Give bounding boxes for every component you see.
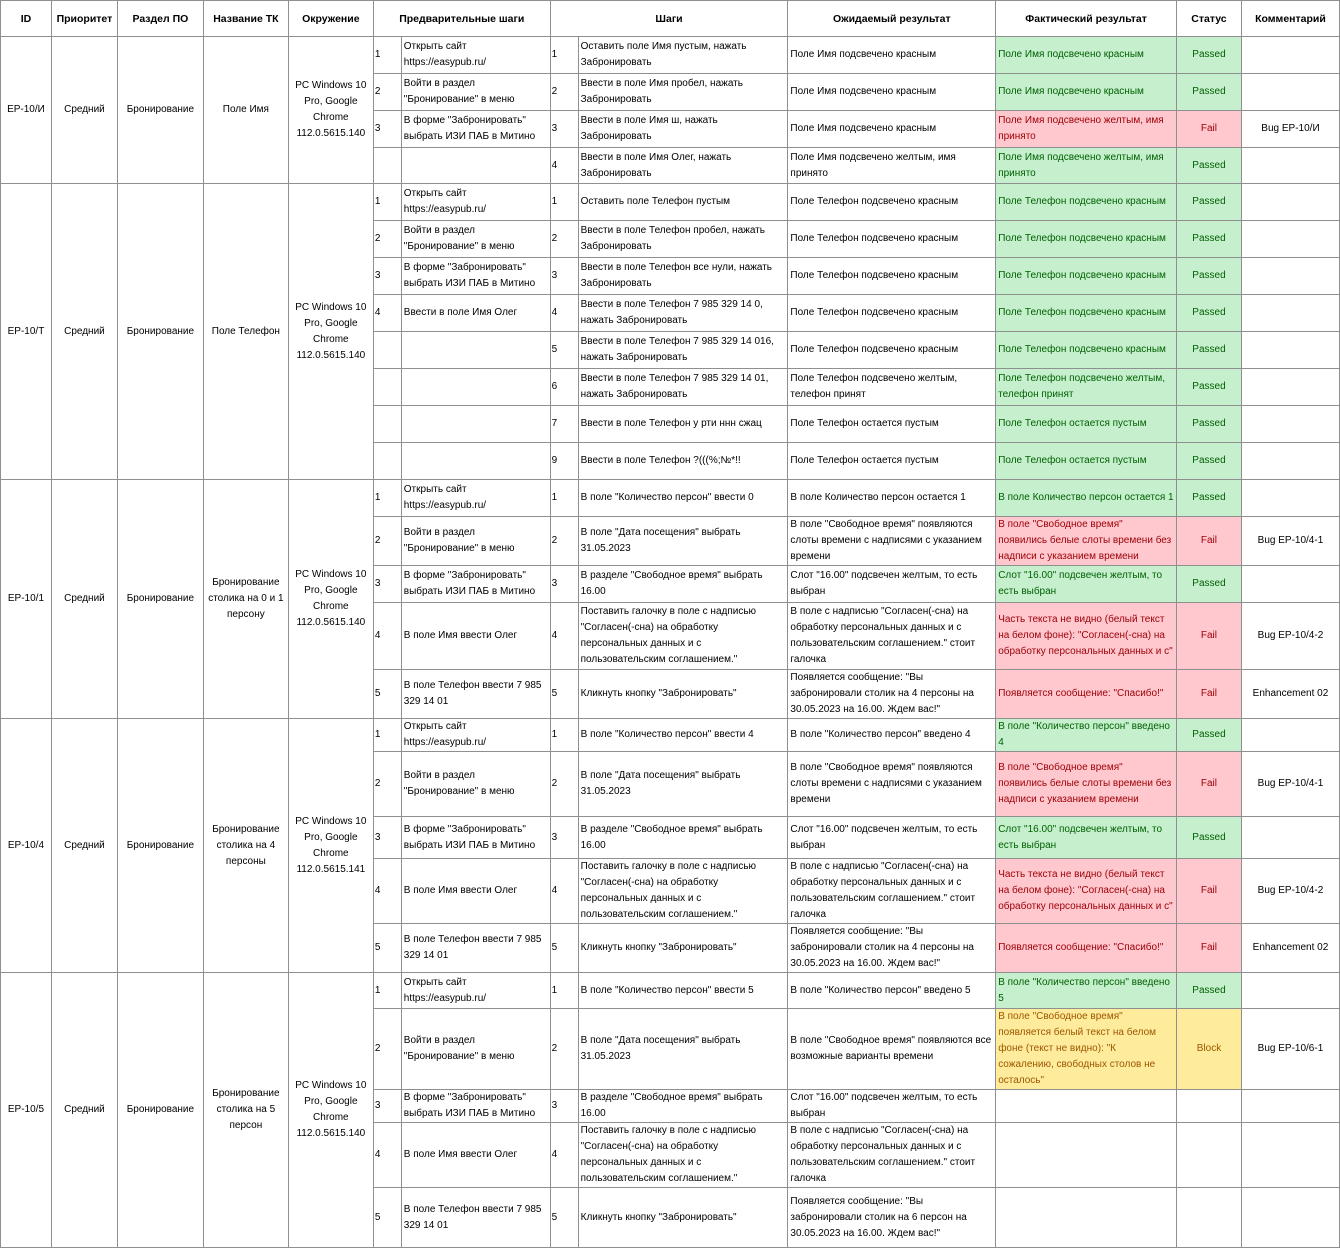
cell-env: PC Windows 10 Pro, Google Chrome 112.0.5615.141	[288, 719, 373, 973]
header-steps: Шаги	[550, 1, 788, 37]
cell-actual: Поле Телефон подсвечено красным	[996, 221, 1177, 258]
cell-pre-step: Открыть сайт https://easypub.ru/	[401, 37, 550, 74]
cell-comment	[1241, 258, 1339, 295]
cell-actual: Поле Телефон остается пустым	[996, 443, 1177, 480]
cell-expected: Поле Имя подсвечено красным	[788, 37, 996, 74]
cell-expected: В поле с надписью "Согласен(-сна) на обработку персональных данных и с пользовательским соглашением." стоит галочка	[788, 859, 996, 924]
cell-step-num: 1	[550, 719, 578, 752]
cell-name: Поле Имя	[203, 37, 288, 184]
cell-pre-step: В поле Имя ввести Олег	[401, 1123, 550, 1188]
cell-actual: Часть текста не видно (белый текст на белом фоне): "Согласен(-сна) на обработку персональных данных и с"	[996, 859, 1177, 924]
status-badge: Passed	[1176, 74, 1241, 111]
cell-expected: Слот "16.00" подсвечен желтым, то есть выбран	[788, 817, 996, 859]
cell-pre-step-num: 5	[373, 670, 401, 719]
cell-step: Оставить поле Телефон пустым	[578, 184, 788, 221]
cell-comment	[1241, 443, 1339, 480]
status-badge: Passed	[1176, 480, 1241, 517]
cell-name: Бронирование столика на 5 персон	[203, 973, 288, 1248]
cell-step-num: 1	[550, 37, 578, 74]
cell-section: Бронирование	[117, 184, 203, 480]
status-badge: Fail	[1176, 752, 1241, 817]
cell-comment: Enhancement 02	[1241, 670, 1339, 719]
cell-actual	[996, 1188, 1177, 1248]
cell-actual: Поле Имя подсвечено желтым, имя принято	[996, 148, 1177, 184]
status-badge: Passed	[1176, 719, 1241, 752]
cell-pre-step	[401, 406, 550, 443]
cell-pre-step-num: 2	[373, 517, 401, 566]
cell-step: Ввести в поле Телефон 7 985 329 14 01, нажать Забронировать	[578, 369, 788, 406]
status-badge: Passed	[1176, 332, 1241, 369]
cell-comment	[1241, 1123, 1339, 1188]
header-priority: Приоритет	[51, 1, 117, 37]
cell-step-num: 4	[550, 148, 578, 184]
cell-actual: В поле "Свободное время" появились белые слоты времени без надписи с указанием времени	[996, 517, 1177, 566]
cell-comment	[1241, 1090, 1339, 1123]
cell-comment	[1241, 148, 1339, 184]
status-badge: Fail	[1176, 111, 1241, 148]
cell-step: Кликнуть кнопку "Забронировать"	[578, 670, 788, 719]
cell-step-num: 1	[550, 480, 578, 517]
cell-step-num: 5	[550, 1188, 578, 1248]
cell-comment	[1241, 566, 1339, 603]
cell-actual: Появляется сообщение: "Спасибо!"	[996, 670, 1177, 719]
cell-expected: Поле Имя подсвечено красным	[788, 111, 996, 148]
status-badge	[1176, 1188, 1241, 1248]
cell-comment	[1241, 406, 1339, 443]
cell-expected: Поле Телефон подсвечено красным	[788, 332, 996, 369]
cell-step-num: 5	[550, 924, 578, 973]
cell-expected: Появляется сообщение: "Вы забронировали столик на 6 персон на 30.05.2023 на 16.00. Ждем вас!"	[788, 1188, 996, 1248]
cell-comment	[1241, 332, 1339, 369]
cell-id: EP-10/И	[1, 37, 52, 184]
cell-step-num: 9	[550, 443, 578, 480]
header-section: Раздел ПО	[117, 1, 203, 37]
cell-step: Поставить галочку в поле с надписью "Согласен(-сна) на обработку персональных данных и с пользовательским соглашением."	[578, 1123, 788, 1188]
cell-pre-step-num: 3	[373, 258, 401, 295]
cell-expected: Поле Телефон подсвечено желтым, телефон принят	[788, 369, 996, 406]
cell-pre-step	[401, 148, 550, 184]
cell-expected: Слот "16.00" подсвечен желтым, то есть выбран	[788, 1090, 996, 1123]
cell-pre-step: Открыть сайт https://easypub.ru/	[401, 973, 550, 1009]
status-badge: Passed	[1176, 369, 1241, 406]
cell-name: Бронирование столика на 4 персоны	[203, 719, 288, 973]
cell-comment: Bug EP-10/4-1	[1241, 517, 1339, 566]
cell-step: Ввести в поле Телефон пробел, нажать Забронировать	[578, 221, 788, 258]
cell-id: EP-10/Т	[1, 184, 52, 480]
cell-pre-step: Войти в раздел "Бронирование" в меню	[401, 517, 550, 566]
cell-expected: Поле Телефон подсвечено красным	[788, 184, 996, 221]
cell-pre-step-num: 1	[373, 719, 401, 752]
cell-pre-step-num: 4	[373, 1123, 401, 1188]
cell-step-num: 3	[550, 566, 578, 603]
cell-section: Бронирование	[117, 480, 203, 719]
status-badge: Passed	[1176, 148, 1241, 184]
cell-step-num: 2	[550, 221, 578, 258]
status-badge: Passed	[1176, 295, 1241, 332]
cell-step: В поле "Дата посещения" выбрать 31.05.2023	[578, 752, 788, 817]
cell-step: Ввести в поле Телефон 7 985 329 14 016, нажать Забронировать	[578, 332, 788, 369]
cell-actual: В поле "Количество персон" введено 5	[996, 973, 1177, 1009]
table-row	[1, 480, 1340, 517]
cell-pre-step: Открыть сайт https://easypub.ru/	[401, 184, 550, 221]
header-comment: Комментарий	[1241, 1, 1339, 37]
cell-name: Бронирование столика на 0 и 1 персону	[203, 480, 288, 719]
status-badge: Passed	[1176, 258, 1241, 295]
cell-step-num: 2	[550, 752, 578, 817]
cell-comment	[1241, 295, 1339, 332]
cell-pre-step-num	[373, 332, 401, 369]
cell-step: Кликнуть кнопку "Забронировать"	[578, 1188, 788, 1248]
cell-comment	[1241, 817, 1339, 859]
header-name: Название ТК	[203, 1, 288, 37]
status-badge: Fail	[1176, 517, 1241, 566]
cell-env: PC Windows 10 Pro, Google Chrome 112.0.5615.140	[288, 184, 373, 480]
cell-step: В поле "Количество персон" ввести 4	[578, 719, 788, 752]
cell-step: Ввести в поле Имя ш, нажать Забронировать	[578, 111, 788, 148]
cell-expected: В поле "Количество персон" введено 4	[788, 719, 996, 752]
cell-pre-step-num: 4	[373, 859, 401, 924]
cell-step: Ввести в поле Телефон все нули, нажать Забронировать	[578, 258, 788, 295]
cell-actual: Поле Имя подсвечено красным	[996, 37, 1177, 74]
cell-step-num: 2	[550, 1009, 578, 1090]
cell-step-num: 4	[550, 1123, 578, 1188]
cell-pre-step-num: 2	[373, 1009, 401, 1090]
cell-step-num: 7	[550, 406, 578, 443]
cell-expected: Поле Имя подсвечено желтым, имя принято	[788, 148, 996, 184]
table-row	[1, 37, 1340, 74]
cell-section: Бронирование	[117, 719, 203, 973]
cell-step: Поставить галочку в поле с надписью "Согласен(-сна) на обработку персональных данных и с пользовательским соглашением."	[578, 859, 788, 924]
cell-comment	[1241, 221, 1339, 258]
cell-step-num: 4	[550, 859, 578, 924]
cell-pre-step: Войти в раздел "Бронирование" в меню	[401, 1009, 550, 1090]
cell-priority: Средний	[51, 37, 117, 184]
cell-step: В разделе "Свободное время" выбрать 16.00	[578, 817, 788, 859]
cell-pre-step-num: 5	[373, 1188, 401, 1248]
cell-step: Поставить галочку в поле с надписью "Согласен(-сна) на обработку персональных данных и с пользовательским соглашением."	[578, 603, 788, 670]
cell-step-num: 3	[550, 1090, 578, 1123]
cell-actual: Часть текста не видно (белый текст на белом фоне): "Согласен(-сна) на обработку персональных данных и с"	[996, 603, 1177, 670]
cell-actual: Появляется сообщение: "Спасибо!"	[996, 924, 1177, 973]
cell-comment	[1241, 37, 1339, 74]
status-badge: Fail	[1176, 924, 1241, 973]
status-badge: Passed	[1176, 566, 1241, 603]
cell-actual: В поле "Количество персон" введено 4	[996, 719, 1177, 752]
cell-pre-step-num	[373, 406, 401, 443]
cell-actual: В поле "Свободное время" появились белые слоты времени без надписи с указанием времени	[996, 752, 1177, 817]
cell-id: EP-10/4	[1, 719, 52, 973]
cell-pre-step: Войти в раздел "Бронирование" в меню	[401, 752, 550, 817]
cell-step-num: 5	[550, 670, 578, 719]
cell-pre-step-num: 3	[373, 1090, 401, 1123]
cell-expected: В поле с надписью "Согласен(-сна) на обработку персональных данных и с пользовательским соглашением." стоит галочка	[788, 603, 996, 670]
cell-section: Бронирование	[117, 37, 203, 184]
cell-step-num: 3	[550, 111, 578, 148]
header-pre-steps: Предварительные шаги	[373, 1, 550, 37]
cell-step-num: 4	[550, 603, 578, 670]
cell-expected: Поле Имя подсвечено красным	[788, 74, 996, 111]
cell-expected: Поле Телефон остается пустым	[788, 443, 996, 480]
header-actual: Фактический результат	[996, 1, 1177, 37]
cell-id: EP-10/5	[1, 973, 52, 1248]
header-row	[1, 1, 1340, 37]
cell-actual	[996, 1123, 1177, 1188]
cell-comment: Bug EP-10/4-2	[1241, 603, 1339, 670]
header-id: ID	[1, 1, 52, 37]
cell-pre-step: Ввести в поле Имя Олег	[401, 295, 550, 332]
cell-step-num: 6	[550, 369, 578, 406]
cell-comment	[1241, 369, 1339, 406]
cell-pre-step	[401, 443, 550, 480]
table-row	[1, 719, 1340, 752]
cell-pre-step: Войти в раздел "Бронирование" в меню	[401, 74, 550, 111]
cell-pre-step: В форме "Забронировать" выбрать ИЗИ ПАБ в Митино	[401, 817, 550, 859]
cell-pre-step: Открыть сайт https://easypub.ru/	[401, 480, 550, 517]
cell-step: В разделе "Свободное время" выбрать 16.00	[578, 1090, 788, 1123]
cell-comment: Enhancement 02	[1241, 924, 1339, 973]
cell-actual: Поле Телефон подсвечено красным	[996, 258, 1177, 295]
cell-expected: В поле "Количество персон" введено 5	[788, 973, 996, 1009]
status-badge: Fail	[1176, 859, 1241, 924]
cell-pre-step-num: 1	[373, 480, 401, 517]
cell-env: PC Windows 10 Pro, Google Chrome 112.0.5615.140	[288, 973, 373, 1248]
cell-comment	[1241, 184, 1339, 221]
cell-step: Ввести в поле Телефон у рти ннн сжац	[578, 406, 788, 443]
cell-step: Ввести в поле Телефон ?(((%;№*!!	[578, 443, 788, 480]
table-row	[1, 184, 1340, 221]
cell-step: В разделе "Свободное время" выбрать 16.00	[578, 566, 788, 603]
cell-pre-step-num	[373, 148, 401, 184]
cell-comment: Bug EP-10/4-1	[1241, 752, 1339, 817]
header-env: Окружение	[288, 1, 373, 37]
cell-pre-step: В поле Телефон ввести 7 985 329 14 01	[401, 670, 550, 719]
cell-expected: В поле Количество персон остается 1	[788, 480, 996, 517]
cell-pre-step-num	[373, 443, 401, 480]
cell-name: Поле Телефон	[203, 184, 288, 480]
cell-expected: В поле "Свободное время" появляются слоты времени с надписями с указанием времени	[788, 517, 996, 566]
cell-actual: В поле Количество персон остается 1	[996, 480, 1177, 517]
cell-actual: Слот "16.00" подсвечен желтым, то есть выбран	[996, 566, 1177, 603]
status-badge: Passed	[1176, 37, 1241, 74]
cell-pre-step-num: 1	[373, 37, 401, 74]
cell-pre-step: В форме "Забронировать" выбрать ИЗИ ПАБ в Митино	[401, 566, 550, 603]
cell-step-num: 2	[550, 517, 578, 566]
cell-comment: Bug EP-10/4-2	[1241, 859, 1339, 924]
status-badge: Passed	[1176, 443, 1241, 480]
cell-expected: Появляется сообщение: "Вы забронировали столик на 4 персоны на 30.05.2023 на 16.00. Ждем вас!"	[788, 924, 996, 973]
cell-expected: В поле "Свободное время" появляются слоты времени с надписями с указанием времени	[788, 752, 996, 817]
cell-comment: Bug EP-10/И	[1241, 111, 1339, 148]
cell-step: Ввести в поле Телефон 7 985 329 14 0, нажать Забронировать	[578, 295, 788, 332]
cell-expected: Поле Телефон подсвечено красным	[788, 221, 996, 258]
status-badge: Block	[1176, 1009, 1241, 1090]
cell-comment	[1241, 480, 1339, 517]
cell-pre-step-num: 4	[373, 603, 401, 670]
cell-section: Бронирование	[117, 973, 203, 1248]
cell-pre-step-num: 3	[373, 566, 401, 603]
cell-pre-step-num: 2	[373, 752, 401, 817]
cell-pre-step: Открыть сайт https://easypub.ru/	[401, 719, 550, 752]
cell-step-num: 1	[550, 973, 578, 1009]
cell-pre-step	[401, 369, 550, 406]
cell-pre-step: В поле Имя ввести Олег	[401, 603, 550, 670]
cell-step-num: 4	[550, 295, 578, 332]
cell-expected: Слот "16.00" подсвечен желтым, то есть выбран	[788, 566, 996, 603]
cell-priority: Средний	[51, 973, 117, 1248]
cell-step: В поле "Дата посещения" выбрать 31.05.2023	[578, 517, 788, 566]
cell-expected: Появляется сообщение: "Вы забронировали столик на 4 персоны на 30.05.2023 на 16.00. Ждем вас!"	[788, 670, 996, 719]
cell-step-num: 3	[550, 817, 578, 859]
cell-actual: В поле "Свободное время" появляется белый текст на белом фоне (текст не видно): "К сожалению, свободных столов не осталось"	[996, 1009, 1177, 1090]
table-row	[1, 973, 1340, 1009]
cell-step: В поле "Количество персон" ввести 5	[578, 973, 788, 1009]
cell-actual: Поле Телефон подсвечено красным	[996, 332, 1177, 369]
cell-step: Оставить поле Имя пустым, нажать Забронировать	[578, 37, 788, 74]
cell-pre-step	[401, 332, 550, 369]
cell-comment: Bug EP-10/6-1	[1241, 1009, 1339, 1090]
cell-pre-step-num: 2	[373, 221, 401, 258]
cell-pre-step-num: 4	[373, 295, 401, 332]
cell-comment	[1241, 1188, 1339, 1248]
status-badge: Passed	[1176, 817, 1241, 859]
cell-pre-step: В поле Имя ввести Олег	[401, 859, 550, 924]
cell-step-num: 1	[550, 184, 578, 221]
cell-comment	[1241, 973, 1339, 1009]
cell-pre-step-num: 5	[373, 924, 401, 973]
cell-comment	[1241, 74, 1339, 111]
cell-priority: Средний	[51, 480, 117, 719]
cell-step: Ввести в поле Имя Олег, нажать Забронировать	[578, 148, 788, 184]
cell-expected: В поле "Свободное время" появляются все возможные варианты времени	[788, 1009, 996, 1090]
status-badge: Fail	[1176, 603, 1241, 670]
status-badge: Passed	[1176, 406, 1241, 443]
cell-id: EP-10/1	[1, 480, 52, 719]
cell-actual: Поле Телефон подсвечено красным	[996, 184, 1177, 221]
cell-step: В поле "Дата посещения" выбрать 31.05.2023	[578, 1009, 788, 1090]
cell-env: PC Windows 10 Pro, Google Chrome 112.0.5615.140	[288, 37, 373, 184]
status-badge: Passed	[1176, 184, 1241, 221]
cell-step: В поле "Количество персон" ввести 0	[578, 480, 788, 517]
cell-pre-step-num	[373, 369, 401, 406]
cell-step-num: 3	[550, 258, 578, 295]
cell-pre-step: В форме "Забронировать" выбрать ИЗИ ПАБ в Митино	[401, 111, 550, 148]
cell-step-num: 2	[550, 74, 578, 111]
status-badge: Fail	[1176, 670, 1241, 719]
status-badge: Passed	[1176, 221, 1241, 258]
status-badge	[1176, 1090, 1241, 1123]
cell-pre-step: В поле Телефон ввести 7 985 329 14 01	[401, 1188, 550, 1248]
cell-pre-step: Войти в раздел "Бронирование" в меню	[401, 221, 550, 258]
header-status: Статус	[1176, 1, 1241, 37]
header-expected: Ожидаемый результат	[788, 1, 996, 37]
cell-pre-step-num: 1	[373, 184, 401, 221]
cell-pre-step-num: 2	[373, 74, 401, 111]
cell-expected: Поле Телефон подсвечено красным	[788, 295, 996, 332]
cell-actual: Поле Телефон подсвечено желтым, телефон принят	[996, 369, 1177, 406]
cell-actual: Слот "16.00" подсвечен желтым, то есть выбран	[996, 817, 1177, 859]
cell-pre-step-num: 1	[373, 973, 401, 1009]
status-badge: Passed	[1176, 973, 1241, 1009]
cell-step: Ввести в поле Имя пробел, нажать Забронировать	[578, 74, 788, 111]
cell-actual: Поле Имя подсвечено красным	[996, 74, 1177, 111]
cell-pre-step: В форме "Забронировать" выбрать ИЗИ ПАБ в Митино	[401, 258, 550, 295]
cell-expected: Поле Телефон остается пустым	[788, 406, 996, 443]
cell-step-num: 5	[550, 332, 578, 369]
cell-expected: В поле с надписью "Согласен(-сна) на обработку персональных данных и с пользовательским соглашением." стоит галочка	[788, 1123, 996, 1188]
cell-step: Кликнуть кнопку "Забронировать"	[578, 924, 788, 973]
cell-pre-step-num: 3	[373, 111, 401, 148]
cell-expected: Поле Телефон подсвечено красным	[788, 258, 996, 295]
cell-actual	[996, 1090, 1177, 1123]
cell-actual: Поле Телефон остается пустым	[996, 406, 1177, 443]
cell-pre-step: В поле Телефон ввести 7 985 329 14 01	[401, 924, 550, 973]
cell-comment	[1241, 719, 1339, 752]
cell-env: PC Windows 10 Pro, Google Chrome 112.0.5615.140	[288, 480, 373, 719]
status-badge	[1176, 1123, 1241, 1188]
cell-priority: Средний	[51, 184, 117, 480]
cell-pre-step-num: 3	[373, 817, 401, 859]
cell-actual: Поле Имя подсвечено желтым, имя принято	[996, 111, 1177, 148]
cell-pre-step: В форме "Забронировать" выбрать ИЗИ ПАБ в Митино	[401, 1090, 550, 1123]
cell-actual: Поле Телефон подсвечено красным	[996, 295, 1177, 332]
cell-priority: Средний	[51, 719, 117, 973]
